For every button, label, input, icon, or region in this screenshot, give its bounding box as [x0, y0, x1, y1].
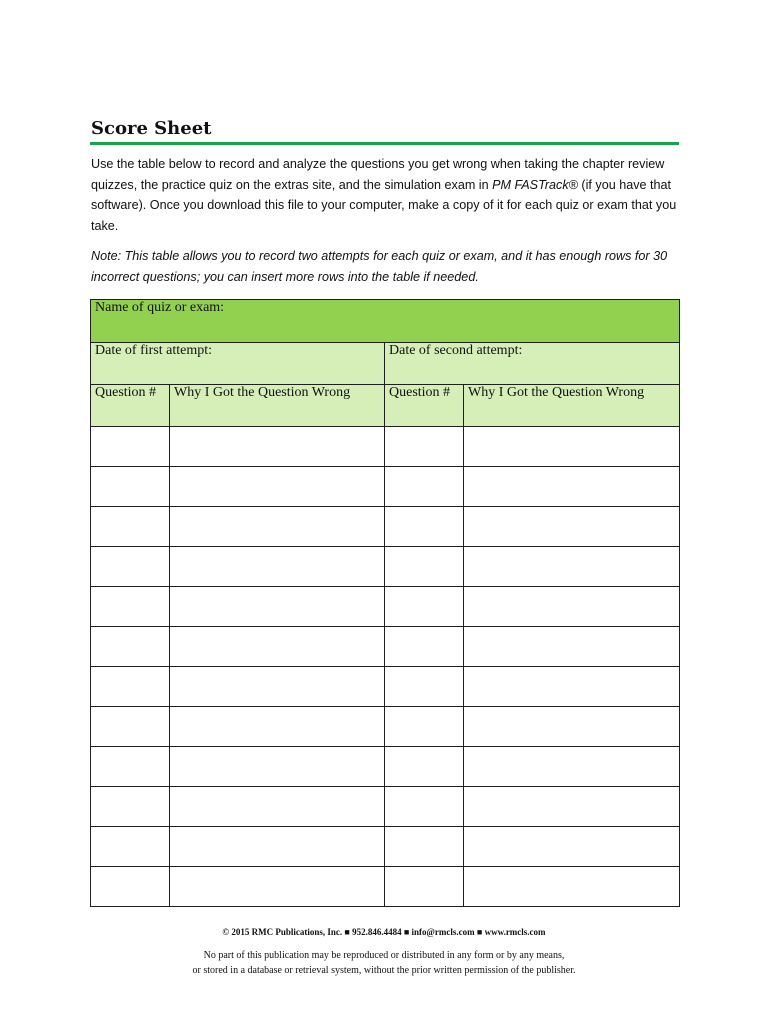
entry-reason-2-cell[interactable] — [464, 667, 680, 707]
entry-question-2-cell[interactable] — [385, 707, 464, 747]
entry-reason-1-cell[interactable] — [170, 627, 385, 667]
attempt-dates-row — [91, 343, 680, 385]
entry-reason-1-cell[interactable] — [170, 707, 385, 747]
entry-reason-2-cell[interactable] — [464, 467, 680, 507]
entry-question-2-cell[interactable] — [385, 547, 464, 587]
entry-question-1-cell[interactable] — [91, 507, 170, 547]
table-row — [91, 867, 680, 907]
column-header-question-1: Question # — [91, 385, 170, 427]
table-row — [91, 467, 680, 507]
entry-reason-2-cell[interactable] — [464, 627, 680, 667]
table-row — [91, 667, 680, 707]
entry-question-2-cell[interactable] — [385, 787, 464, 827]
entry-question-1-cell[interactable] — [91, 867, 170, 907]
score-table-wrapper — [90, 299, 679, 907]
entry-reason-1-cell[interactable] — [170, 427, 385, 467]
quiz-name-row — [91, 300, 680, 343]
column-header-reason-1: Why I Got the Question Wrong — [170, 385, 385, 427]
entry-question-2-cell[interactable] — [385, 667, 464, 707]
entry-question-1-cell[interactable] — [91, 547, 170, 587]
page-title: Score Sheet — [91, 118, 212, 139]
entry-reason-2-cell[interactable] — [464, 547, 680, 587]
second-attempt-label: Date of second attempt: — [389, 343, 523, 358]
table-row — [91, 427, 680, 467]
footer-legal-line-2: or stored in a database or retrieval system, without the prior written permission of the publisher. — [192, 965, 576, 976]
entry-question-2-cell[interactable] — [385, 587, 464, 627]
quiz-name-cell[interactable] — [91, 300, 680, 343]
entry-reason-2-cell[interactable] — [464, 827, 680, 867]
entry-question-2-cell[interactable] — [385, 827, 464, 867]
column-header-question-2: Question # — [385, 385, 464, 427]
table-row — [91, 627, 680, 667]
first-attempt-label: Date of first attempt: — [95, 343, 213, 358]
table-row — [91, 747, 680, 787]
entry-reason-1-cell[interactable] — [170, 547, 385, 587]
entry-question-2-cell[interactable] — [385, 507, 464, 547]
entry-reason-1-cell[interactable] — [170, 507, 385, 547]
entry-reason-1-cell[interactable] — [170, 787, 385, 827]
product-name: PM FASTrack® — [492, 177, 578, 192]
table-row — [91, 787, 680, 827]
entry-question-2-cell[interactable] — [385, 467, 464, 507]
table-row — [91, 507, 680, 547]
footer-legal — [0, 948, 768, 978]
entry-question-2-cell[interactable] — [385, 747, 464, 787]
table-row — [91, 587, 680, 627]
entry-reason-2-cell[interactable] — [464, 747, 680, 787]
title-underline — [90, 142, 679, 145]
entry-reason-1-cell[interactable] — [170, 587, 385, 627]
intro-text-part1: Use the table below to record and analyze the questions you get wrong when taking the chapter review quizzes, the practice quiz on the extras site, and the simulation exam in — [91, 157, 665, 192]
entry-reason-2-cell[interactable] — [464, 787, 680, 827]
entry-question-1-cell[interactable] — [91, 627, 170, 667]
entry-question-1-cell[interactable] — [91, 787, 170, 827]
intro-paragraph — [91, 154, 681, 236]
table-row — [91, 547, 680, 587]
column-header-reason-2: Why I Got the Question Wrong — [464, 385, 680, 427]
note-paragraph: Note: This table allows you to record two attempts for each quiz or exam, and it has enough rows for 30 incorrect questions; you can insert more rows into the table if needed. — [91, 249, 668, 284]
entry-reason-2-cell[interactable] — [464, 707, 680, 747]
entry-reason-1-cell[interactable] — [170, 467, 385, 507]
score-table — [90, 299, 680, 907]
entry-question-2-cell[interactable] — [385, 867, 464, 907]
intro-text-part2: (if you have that software). Once you download this file to your computer, make a copy of it for each quiz or exam that you take. — [91, 177, 677, 233]
entry-reason-1-cell[interactable] — [170, 747, 385, 787]
first-attempt-cell[interactable] — [91, 343, 385, 385]
entry-reason-2-cell[interactable] — [464, 587, 680, 627]
second-attempt-cell[interactable] — [385, 343, 680, 385]
quiz-name-label: Name of quiz or exam: — [95, 300, 225, 315]
entry-question-1-cell[interactable] — [91, 707, 170, 747]
entry-question-1-cell[interactable] — [91, 427, 170, 467]
entry-reason-1-cell[interactable] — [170, 667, 385, 707]
table-row — [91, 707, 680, 747]
entry-question-1-cell[interactable] — [91, 747, 170, 787]
entry-question-2-cell[interactable] — [385, 627, 464, 667]
footer-copyright: © 2015 RMC Publications, Inc. ■ 952.846.4484 ■ info@rmcls.com ■ www.rmcls.com — [222, 927, 546, 937]
column-header-row — [91, 385, 680, 427]
entry-question-1-cell[interactable] — [91, 827, 170, 867]
entry-reason-1-cell[interactable] — [170, 827, 385, 867]
entry-question-1-cell[interactable] — [91, 667, 170, 707]
entry-reason-1-cell[interactable] — [170, 867, 385, 907]
entry-reason-2-cell[interactable] — [464, 507, 680, 547]
entry-reason-2-cell[interactable] — [464, 867, 680, 907]
entry-reason-2-cell[interactable] — [464, 427, 680, 467]
footer-legal-line-1: No part of this publication may be reproduced or distributed in any form or by any means, — [203, 950, 565, 961]
entry-question-1-cell[interactable] — [91, 587, 170, 627]
entry-question-2-cell[interactable] — [385, 427, 464, 467]
table-row — [91, 827, 680, 867]
entry-question-1-cell[interactable] — [91, 467, 170, 507]
